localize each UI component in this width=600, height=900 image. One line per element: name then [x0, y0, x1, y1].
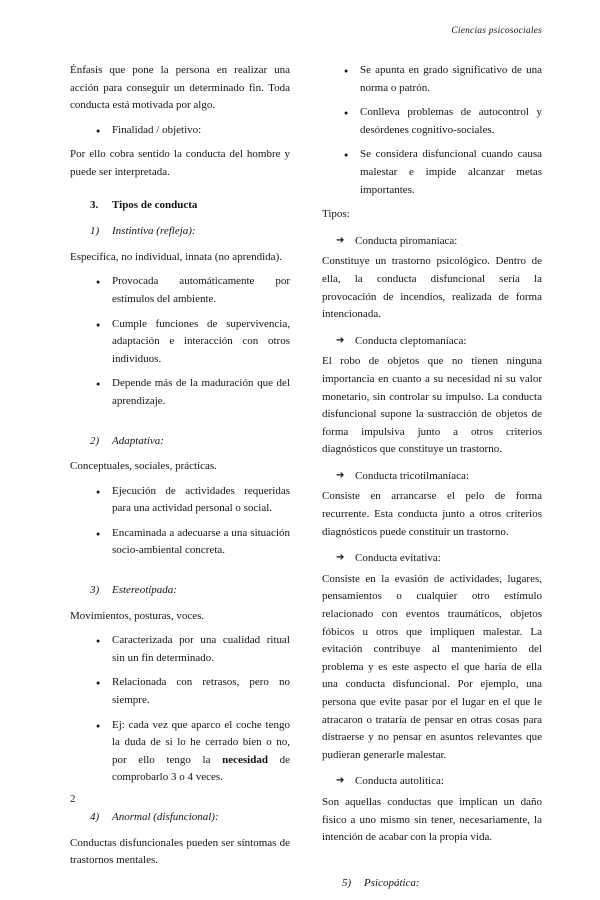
bullet-icon: ●	[96, 278, 101, 287]
bullet-text: Se considera disfuncional cuando causa malestar e impide alcanzar metas importantes.	[360, 148, 542, 196]
paragraph: Son aquellas conductas que implican un daño físico a uno mismo sin tener, necesariamente, la intención de acabar con la propia vida.	[322, 795, 542, 844]
document-header: Ciencias psicosociales	[451, 26, 542, 36]
right-column	[322, 62, 542, 900]
list-item	[70, 525, 290, 560]
arrow-title: Conducta piromaníaca:	[355, 234, 458, 247]
bullet-icon: ●	[344, 109, 349, 118]
subsection-title: Anormal (disfuncional):	[112, 811, 219, 823]
arrow-title: Conducta tricotilmaníaca:	[355, 469, 469, 482]
bullet-icon: ●	[96, 721, 101, 730]
bullet-text: Caracterizada por una cualidad ritual sin un fin determinado.	[112, 634, 290, 664]
subsection-title: Psicopática:	[364, 876, 420, 889]
subsection-heading-instintiva	[70, 223, 290, 241]
arrow-icon: ➔	[336, 775, 345, 787]
list-item	[70, 632, 290, 667]
bullet-icon: ●	[344, 67, 349, 75]
arrow-icon: ➔	[336, 469, 345, 481]
section-heading-tipos-de-conducta	[70, 197, 290, 215]
subsection-number: 5)	[342, 876, 352, 889]
list-item	[322, 146, 542, 199]
bullet-text: Provocada automáticamente por estímulos del ambiente.	[112, 275, 290, 305]
paragraph: Conductas disfuncionales pueden ser síntomas de trastornos mentales.	[70, 836, 290, 867]
list-item	[70, 316, 290, 369]
subsection-title: Adaptativa:	[112, 434, 164, 447]
paragraph: Consiste en la evasión de actividades, lugares, pensamientos o cualquier otro estímulo relacionado con eventos traumáticos, objetos fóbicos u otros que impliquen malestar. La evitación contribuye al mantenimiento del problema y es este aspecto el que haría de ella una conducta disfuncional. Por ejemplo, una persona que evite pasar por el lugar en el que le atracaron o trataría de pensar en otras cosas para distraerse y no pensar en asuntos relevantes que pudieran generarle malestar.	[322, 572, 542, 761]
arrow-icon: ➔	[336, 552, 345, 564]
subsection-heading-adaptativa	[70, 433, 290, 451]
list-item	[70, 375, 290, 410]
paragraph: Constituye un trastorno psicológico. Dentro de ella, la conducta disfuncional sería la provocación de incendios, realizada de forma intencionada.	[322, 255, 542, 321]
paragraph: Movimientos, posturas, voces.	[70, 609, 205, 622]
bullet-text: Se apunta en grado significativo de una norma o patrón.	[360, 64, 542, 94]
bullet-text: Finalidad / objetivo:	[112, 123, 202, 136]
arrow-item-tricotilmaniaca	[322, 468, 542, 486]
bullet-icon: ●	[96, 679, 101, 688]
page-number: 2	[70, 793, 76, 805]
subsection-heading-psicopatica	[322, 875, 542, 893]
bullet-icon: ●	[96, 320, 101, 329]
bullet-text-part: de comprobarlo 3 o 4 veces.	[112, 753, 290, 784]
subsection-number: 1)	[90, 225, 100, 238]
bullet-icon: ●	[96, 637, 101, 646]
paragraph: Por ello cobra sentido la conducta del hombre y puede ser interpretada.	[70, 148, 290, 178]
subsection-heading-estereotipada	[70, 582, 290, 600]
bullet-text-part: Ej: cada vez que aparco el coche tengo la duda de si lo he cerrado bien o no, por ello tengo la	[112, 718, 290, 766]
bullet-icon: ●	[96, 487, 101, 496]
section-number: 3.	[90, 198, 99, 211]
list-item	[322, 62, 542, 97]
subsection-title: Estereotipada:	[112, 584, 177, 597]
tipos-label: Tipos:	[322, 208, 350, 221]
paragraph: El robo de objetos que no tienen ninguna importancia en cuanto a su necesidad ni su valor monetario, sin controlar su impulso. La conducta disfuncional supone la sustracción de objetos de forma impulsiva junto a otros criterios diagnósticos que constituye un trastorno.	[322, 355, 542, 456]
subsection-number: 3)	[90, 584, 100, 597]
subsection-heading-anormal	[70, 809, 290, 827]
arrow-item-piromaniaca	[322, 233, 542, 251]
list-item	[322, 104, 542, 139]
paragraph: Consiste en arrancarse el pelo de forma recurrente. Esta conducta junto a otros criterios diagnósticos puede constituir un trastorno.	[322, 490, 542, 538]
bullet-text: Encaminada a adecuarse a una situación socio-ambiental concreta.	[112, 526, 290, 557]
subsection-number: 2)	[90, 434, 100, 447]
bullet-text: Relacionada con retrasos, pero no siempre.	[112, 676, 290, 707]
bullet-icon: ●	[344, 151, 349, 160]
subsection-title: Instintiva (refleja):	[112, 225, 196, 238]
list-item	[70, 483, 290, 518]
section-title: Tipos de conducta	[112, 198, 198, 211]
bullet-text: Ejecución de actividades requeridas para una actividad personal o social.	[112, 484, 290, 515]
arrow-title: Conducta cleptomaníaca:	[355, 334, 467, 347]
paragraph: Específica, no individual, innata (no aprendida).	[70, 250, 282, 263]
bullet-text: Cumple funciones de supervivencia, adaptación e interacción con otros individuos.	[112, 317, 290, 365]
left-column	[70, 62, 290, 900]
bullet-text-emphasis: necesidad	[222, 753, 268, 766]
arrow-title: Conducta evitativa:	[355, 552, 441, 565]
bullet-text: Conlleva problemas de autocontrol y desórdenes cognitivo-sociales.	[360, 106, 542, 136]
arrow-icon: ➔	[336, 334, 345, 346]
list-item	[70, 674, 290, 709]
bullet-text: Depende más de la maduración que del aprendizaje.	[112, 377, 290, 407]
arrow-item-evitativa	[322, 550, 542, 568]
list-item	[70, 717, 290, 787]
subsection-number: 4)	[90, 811, 100, 823]
list-item	[70, 122, 290, 140]
list-item	[70, 273, 290, 308]
paragraph: Conceptuales, sociales, prácticas.	[70, 460, 217, 473]
arrow-title: Conducta autolítica:	[355, 775, 444, 788]
bullet-text	[112, 717, 290, 787]
bullet-icon: ●	[96, 529, 101, 538]
bullet-icon: ●	[96, 126, 101, 135]
two-column-layout	[70, 62, 542, 900]
arrow-item-autolitica	[322, 773, 542, 791]
paragraph: Énfasis que pone la persona en realizar una acción para conseguir un determinado fin. Toda conducta está motivada por algo.	[70, 64, 290, 112]
arrow-item-cleptomaniaca	[322, 333, 542, 351]
bullet-icon: ●	[96, 380, 101, 389]
arrow-icon: ➔	[336, 234, 345, 246]
